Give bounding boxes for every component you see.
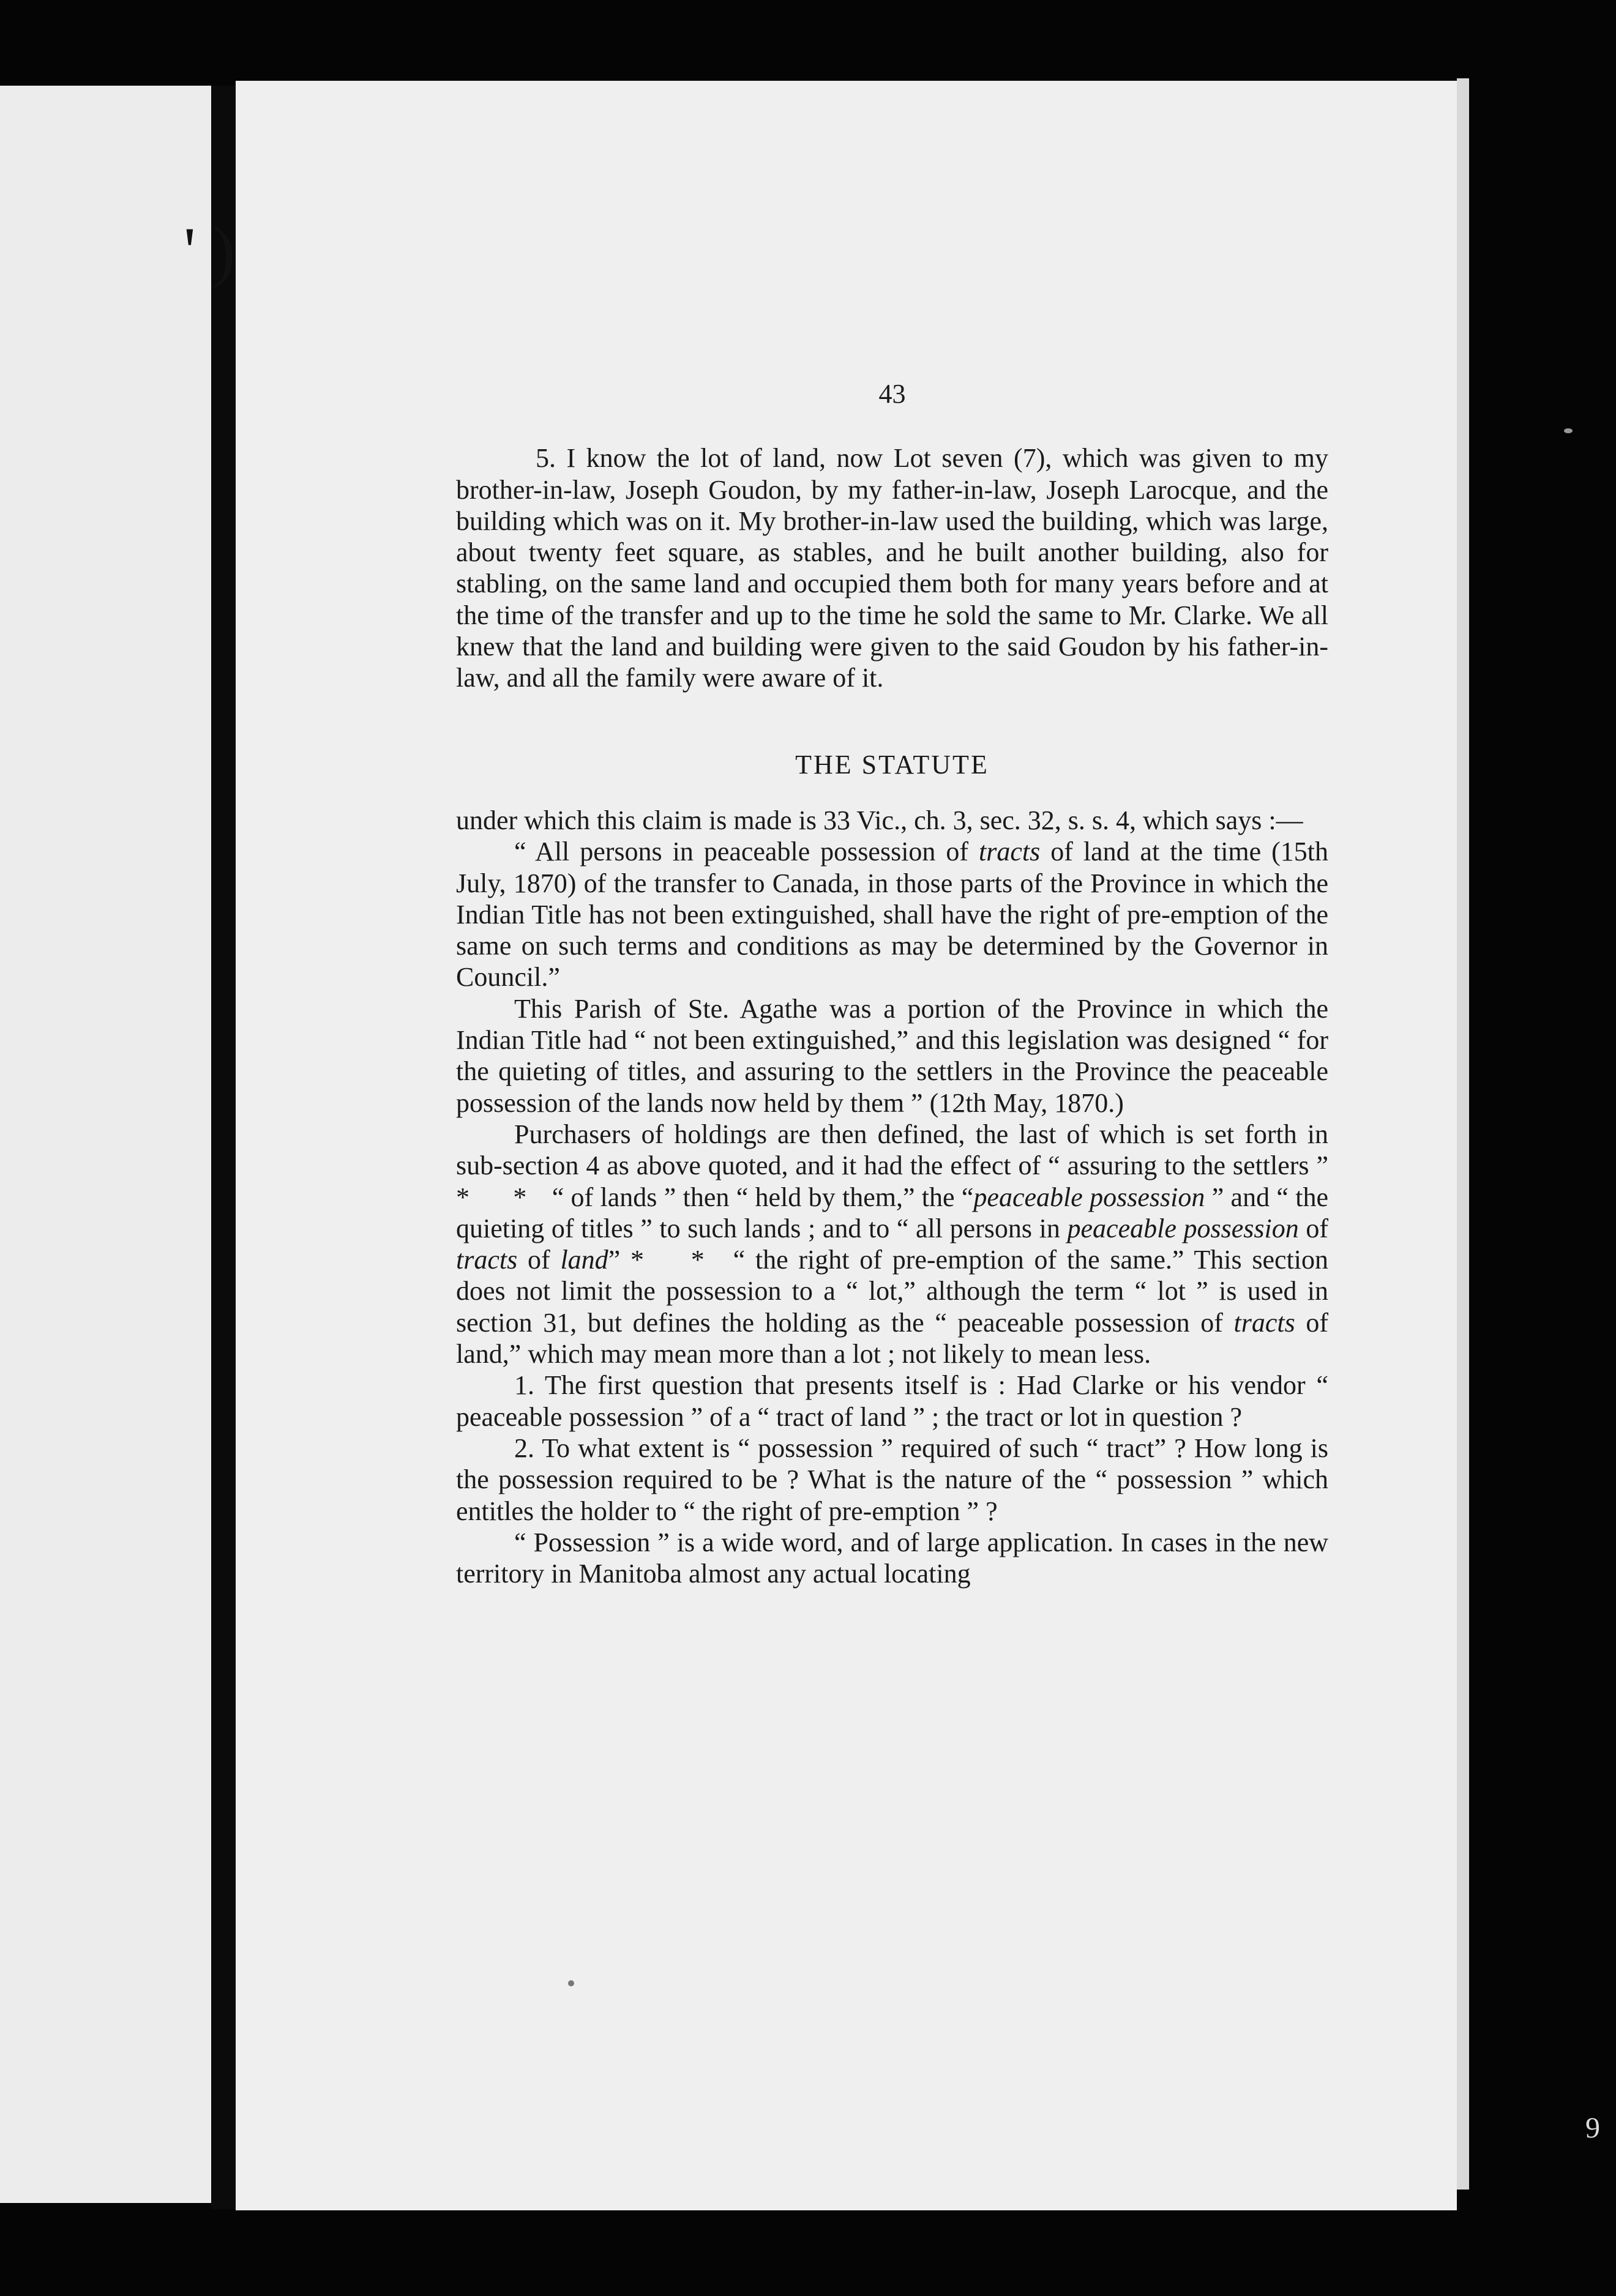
question-2: 2. To what extent is “ possession ” required of such “ tract” ? How long is the possession required to be ? What is the nature of the “ possession ” which entitles the holder to “ the right of pre-emption ” ? [456, 1433, 1328, 1526]
left-page [0, 86, 211, 2203]
statute-quote: “ All persons in peaceable possession of tracts of land at the time (15th July, 1870) of the transfer to Canada, in those parts of the Province in which the Indian Title has not been extinguished, shall have the right of pre-emption of the same on such terms and conditions as may be determined by the Governor in Council.” [456, 837, 1329, 993]
question-1: 1. The first question that presents itself is : Had Clarke or his vendor “ peaceable possession ” of a “ tract of land ” ; the tract or lot in question ? [456, 1370, 1328, 1432]
parish-paragraph: This Parish of Ste. Agathe was a portion of the Province in which the Indian Title had “ not been extinguished,” and this legislation was designed “ for the quieting of titles, and assuring to the settlers in the Province the peaceable possession of the lands now held by them ” (12th May, 1870.) [456, 993, 1328, 1118]
section-heading: THE STATUTE [795, 749, 989, 780]
page-number: 43 [878, 379, 906, 409]
margin-mark: ' ) [184, 214, 235, 288]
statute-intro: under which this claim is made is 33 Vic., ch. 3, sec. 32, s. s. 4, which says :— [456, 805, 1303, 835]
paragraph-5: 5. I know the lot of land, now Lot seven (7), which was given to my brother-in-law, Joseph Goudon, by my father-in-law, Joseph Larocque, and the building which was on it. My brother-in-law used the building, which was large, about twenty feet square, as stables, and he built another building, also for stabling, on the same land and occupied them both for many years before and at the time of the transfer and up to the time he sold the same to Mr. Clarke. We all knew that the land and building were given to the said Goudon by his father-in-law, and all the family were aware of it. [456, 443, 1328, 693]
paper-speck [568, 1980, 574, 1986]
possession-paragraph: “ Possession ” is a wide word, and of large application. In cases in the new territory in Manitoba almost any actual locating [456, 1527, 1328, 1589]
page-text [456, 379, 1329, 1589]
purchasers-paragraph: Purchasers of holdings are then defined, the last of which is set forth in sub-section 4 as above quoted, and it had the effect of “ assuring to the settlers ” * * “ of lands ” then “ held by them,” the “peaceable possession ” and “ the quieting of titles ” to such lands ; and to “ all persons in peaceable possession of tracts of land” * * “ the right of pre-emption of the same.” This section does not limit the possession to a “ lot,” although the term “ lot ” is used in section 31, but defines the holding as the “ peaceable possession of tracts of land,” which may mean more than a lot ; not likely to mean less. [456, 1119, 1329, 1370]
corner-mark: 9 [1585, 2112, 1600, 2144]
page-edge [1457, 78, 1469, 2190]
dust-speck [1564, 428, 1573, 433]
book-spine [211, 86, 236, 2209]
